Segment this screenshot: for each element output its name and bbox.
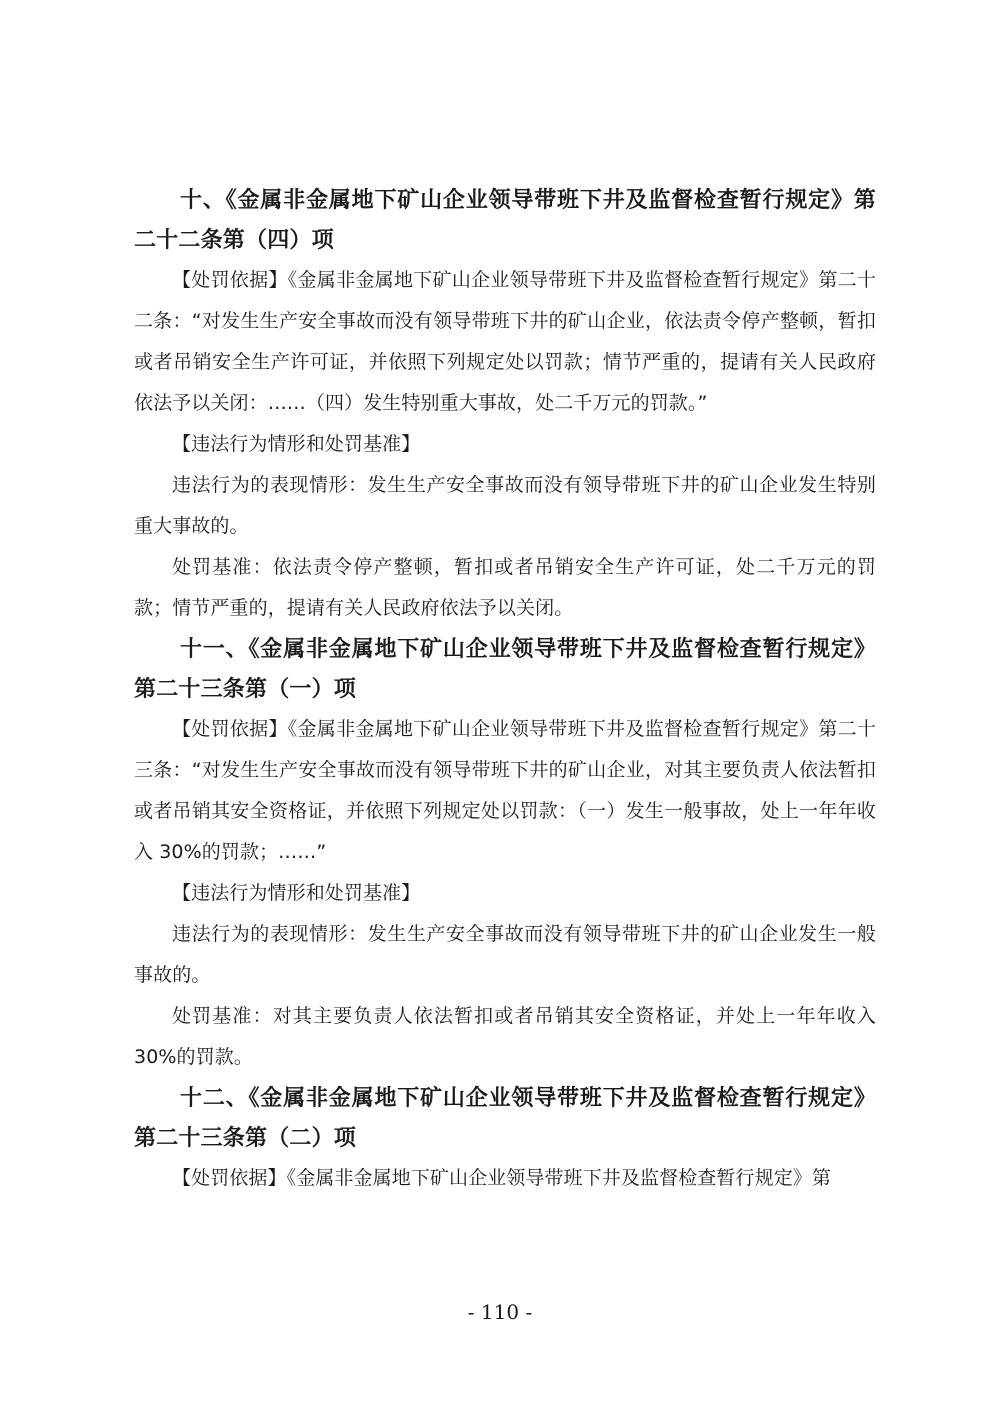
criteria-title-10: 【违法行为情形和处罚基准】 [172,433,421,455]
section-heading-11: 十一、《金属非金属地下矿山企业领导带班下井及监督检查暂行规定》第二十三条第（一）项 [134,636,876,702]
violation-behavior-10: 违法行为的表现情形：发生生产安全事故而没有领导带班下井的矿山企业发生特别重大事故的。 [134,474,876,537]
penalty-standard-10: 处罚基准：依法责令停产整顿，暂扣或者吊销安全生产许可证，处二千万元的罚款；情节严重的，提请有关人民政府依法予以关闭。 [134,556,876,619]
penalty-standard-11: 处罚基准：对其主要负责人依法暂扣或者吊销其安全资格证，并处上一年年收入 30%的罚款。 [134,1005,876,1068]
violation-behavior-11: 违法行为的表现情形：发生生产安全事故而没有领导带班下井的矿山企业发生一般事故的。 [134,923,876,986]
page-content [134,180,876,1199]
penalty-basis-12: 【处罚依据】《金属非金属地下矿山企业领导带班下井及监督检查暂行规定》第 [172,1167,832,1189]
page-number: - 110 - [467,1300,533,1324]
section-heading-10: 十、《金属非金属地下矿山企业领导带班下井及监督检查暂行规定》第二十二条第（四）项 [134,187,876,253]
criteria-title-11: 【违法行为情形和处罚基准】 [172,882,421,904]
section-heading-12: 十二、《金属非金属地下矿山企业领导带班下井及监督检查暂行规定》第二十三条第（二）项 [134,1085,876,1151]
penalty-basis-10: 【处罚依据】《金属非金属地下矿山企业领导带班下井及监督检查暂行规定》第二十二条：“对发生生产安全事故而没有领导带班下井的矿山企业，依法责令停产整顿，暂扣或者吊销安全生产许可证，并依照下列规定处以罚款；情节严重的，提请有关人民政府依法予以关闭：……（四）发生特别重大事故，处二千万元的罚款。” [134,269,876,414]
penalty-basis-11: 【处罚依据】《金属非金属地下矿山企业领导带班下井及监督检查暂行规定》第二十三条：“对发生生产安全事故而没有领导带班下井的矿山企业，对其主要负责人依法暂扣或者吊销其安全资格证，并依照下列规定处以罚款：（一）发生一般事故，处上一年年收入 30%的罚款；……” [134,718,876,863]
